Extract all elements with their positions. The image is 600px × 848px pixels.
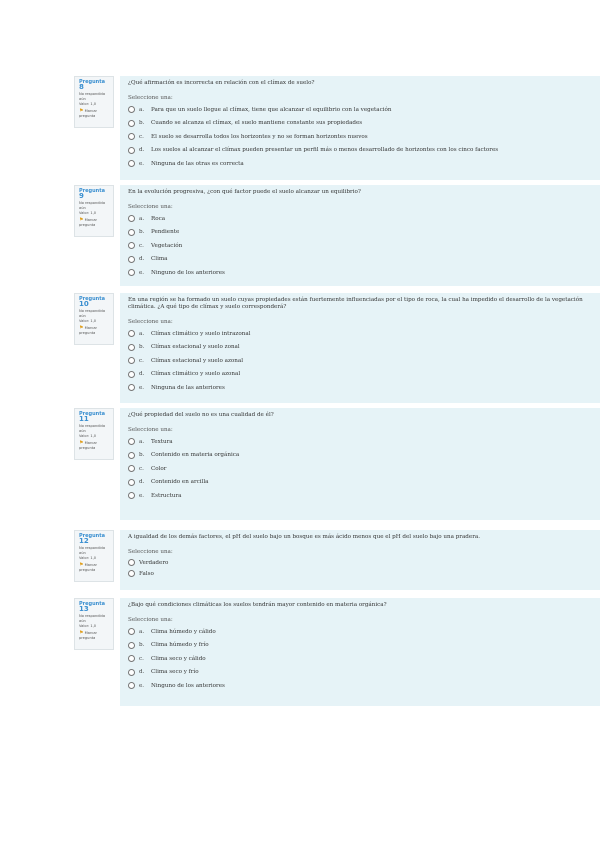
flag-icon: ⚑ <box>79 217 84 223</box>
answer-option[interactable]: d. Clímax climático y suelo azonal <box>128 368 596 382</box>
question-info-panel <box>74 76 114 128</box>
radio-button[interactable] <box>128 559 135 566</box>
radio-button[interactable] <box>128 133 135 140</box>
question-content <box>120 530 600 590</box>
question-content <box>120 76 600 180</box>
radio-button[interactable] <box>128 160 135 167</box>
question-status: No respondida aún <box>79 546 106 555</box>
answer-option[interactable]: b. Clímax estacional y suelo zonal <box>128 341 596 355</box>
radio-button[interactable] <box>128 256 135 263</box>
question-number: Pregunta 8 <box>79 79 105 91</box>
flag-question-link[interactable]: ⚑ Marcar pregunta <box>79 562 97 572</box>
radio-button[interactable] <box>128 384 135 391</box>
answer-option[interactable]: b. Cuando se alcanza el clímax, el suelo mantiene constante sus propiedades <box>128 117 596 131</box>
radio-button[interactable] <box>128 570 135 577</box>
question-info-panel <box>74 408 114 460</box>
question-info-panel <box>74 598 114 650</box>
answer-option[interactable]: a. Clima húmedo y cálido <box>128 625 596 639</box>
select-label: Seleccione una: <box>128 95 173 101</box>
answer-option[interactable]: d. Clima <box>128 253 596 267</box>
answer-option[interactable]: e. Ninguna de las otras es correcta <box>128 157 596 171</box>
answer-option[interactable]: a. Textura <box>128 435 596 449</box>
answer-option-false[interactable]: Falso <box>128 568 596 579</box>
flag-icon: ⚑ <box>79 108 84 114</box>
question-content <box>120 185 600 286</box>
question-info-panel <box>74 530 114 582</box>
radio-button[interactable] <box>128 120 135 127</box>
answer-option[interactable]: c. El suelo se desarrolla todos los horizontes y no se forman horizontes nuevos <box>128 130 596 144</box>
answer-option[interactable]: a. Para que un suelo llegue al clímax, tiene que alcanzar el equilibrio con la vegetación <box>128 103 596 117</box>
question-number: Pregunta 12 <box>79 533 105 545</box>
radio-button[interactable] <box>128 492 135 499</box>
answer-option[interactable]: b. Pendiente <box>128 226 596 240</box>
question-content <box>120 293 600 403</box>
answer-option[interactable]: e. Ninguno de los anteriores <box>128 679 596 693</box>
answer-option[interactable]: a. Roca <box>128 212 596 226</box>
question-score: Valor: 1,0 <box>79 102 97 106</box>
question-text: ¿Qué propiedad del suelo no es una cualidad de él? <box>128 412 274 418</box>
question-status: No respondida aún <box>79 201 106 210</box>
radio-button[interactable] <box>128 215 135 222</box>
question-content <box>120 408 600 520</box>
answer-option[interactable]: c. Vegetación <box>128 239 596 253</box>
answer-option[interactable]: d. Contenido en arcilla <box>128 476 596 490</box>
answer-option[interactable]: c. Color <box>128 462 596 476</box>
radio-button[interactable] <box>128 438 135 445</box>
question-text: ¿Bajo qué condiciones climáticas los suelos tendrán mayor contenido en materia orgánica? <box>128 602 387 608</box>
question-text: ¿Qué afirmación es incorrecta en relación con el clímax de suelo? <box>128 80 315 86</box>
question-info-panel <box>74 185 114 237</box>
radio-button[interactable] <box>128 682 135 689</box>
select-label: Seleccione una: <box>128 204 173 210</box>
answer-option[interactable]: d. Clima seco y frío <box>128 666 596 680</box>
question-score: Valor: 1,0 <box>79 624 97 628</box>
radio-button[interactable] <box>128 330 135 337</box>
flag-question-link[interactable]: ⚑ Marcar pregunta <box>79 440 97 450</box>
question-score: Valor: 1,0 <box>79 434 97 438</box>
question-status: No respondida aún <box>79 92 106 101</box>
radio-button[interactable] <box>128 669 135 676</box>
flag-question-link[interactable]: ⚑ Marcar pregunta <box>79 325 97 335</box>
flag-icon: ⚑ <box>79 440 84 446</box>
answer-option[interactable]: b. Contenido en materia orgánica <box>128 449 596 463</box>
question-status: No respondida aún <box>79 424 106 433</box>
radio-button[interactable] <box>128 642 135 649</box>
flag-icon: ⚑ <box>79 630 84 636</box>
select-label: Seleccione una: <box>128 617 173 623</box>
answer-option[interactable]: e. Ninguna de las anteriores <box>128 381 596 395</box>
radio-button[interactable] <box>128 344 135 351</box>
question-score: Valor: 1,0 <box>79 556 97 560</box>
answer-option[interactable]: d. Los suelos al alcanzar el clímax pueden presentar un perfil más o menos desarrollado de horizontes con los cinco factores <box>128 144 596 158</box>
select-label: Seleccione una: <box>128 427 173 433</box>
question-score: Valor: 1,0 <box>79 319 97 323</box>
answer-option-true[interactable]: Verdadero <box>128 557 596 568</box>
question-number: Pregunta 9 <box>79 188 105 200</box>
question-info-panel <box>74 293 114 345</box>
question-content <box>120 598 600 706</box>
question-status: No respondida aún <box>79 309 106 318</box>
question-score: Valor: 1,0 <box>79 211 97 215</box>
radio-button[interactable] <box>128 452 135 459</box>
question-status: No respondida aún <box>79 614 106 623</box>
answer-option[interactable]: e. Ninguno de los anteriores <box>128 266 596 280</box>
select-label: Seleccione una: <box>128 319 173 325</box>
answer-option[interactable]: e. Estructura <box>128 489 596 503</box>
flag-question-link[interactable]: ⚑ Marcar pregunta <box>79 630 97 640</box>
question-number: Pregunta 13 <box>79 601 105 613</box>
radio-button[interactable] <box>128 655 135 662</box>
question-text: En una región se ha formado un suelo cuyas propiedades están fuertemente influenciadas por el tipo de roca, la cual ha impedido el desarrollo de la vegetación climática. ¿A qué tipo de clímax y suelo corresponderá? <box>128 297 583 310</box>
answer-option[interactable]: a. Clímax climático y suelo intrazonal <box>128 327 596 341</box>
flag-icon: ⚑ <box>79 325 84 331</box>
radio-button[interactable] <box>128 371 135 378</box>
flag-question-link[interactable]: ⚑ Marcar pregunta <box>79 217 97 227</box>
answer-option[interactable]: c. Clima seco y cálido <box>128 652 596 666</box>
radio-button[interactable] <box>128 357 135 364</box>
radio-button[interactable] <box>128 479 135 486</box>
question-text: En la evolución progresiva, ¿con qué factor puede el suelo alcanzar un equilibrio? <box>128 189 361 195</box>
radio-button[interactable] <box>128 147 135 154</box>
radio-button[interactable] <box>128 465 135 472</box>
answer-option[interactable]: b. Clima húmedo y frío <box>128 639 596 653</box>
radio-button[interactable] <box>128 269 135 276</box>
question-text: A igualdad de los demás factores, el pH del suelo bajo un bosque es más ácido menos que el pH del suelo bajo una pradera. <box>128 534 480 540</box>
radio-button[interactable] <box>128 106 135 113</box>
radio-button[interactable] <box>128 628 135 635</box>
flag-icon: ⚑ <box>79 562 84 568</box>
radio-button[interactable] <box>128 229 135 236</box>
radio-button[interactable] <box>128 242 135 249</box>
select-label: Seleccione una: <box>128 549 173 555</box>
flag-question-link[interactable]: ⚑ Marcar pregunta <box>79 108 97 118</box>
question-number: Pregunta 10 <box>79 296 105 308</box>
answer-option[interactable]: c. Clímax estacional y suelo azonal <box>128 354 596 368</box>
question-number: Pregunta 11 <box>79 411 105 423</box>
